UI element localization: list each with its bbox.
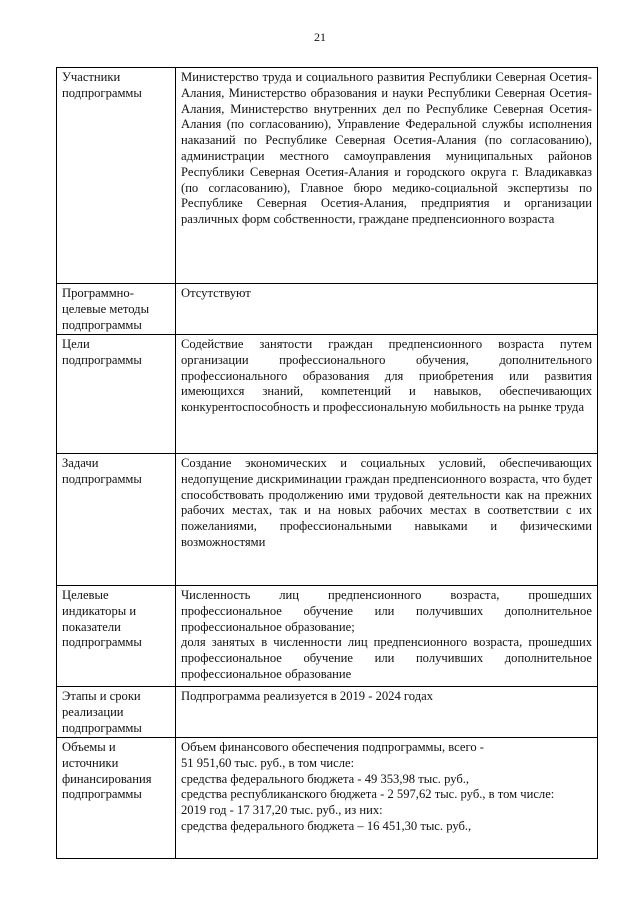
table-row-goals: [57, 335, 598, 454]
row-label: Цели подпрограммы: [57, 335, 176, 454]
row-label: Целевые индикаторы и показатели подпрограммы: [57, 586, 176, 687]
row-content: Объем финансового обеспечения подпрограммы, всего - 51 951,60 тыс. руб., в том числе: средства федерального бюджета - 49 353,98 тыс. руб., средства республиканского бюджета - 2 597,62 тыс. руб., в том числе: 2019 год - 17 317,20 тыс. руб., из них: средства федерального бюджета – 16 451,30 тыс. руб.,: [176, 738, 598, 859]
row-label: Задачи подпрограммы: [57, 454, 176, 586]
row-content: Подпрограмма реализуется в 2019 - 2024 годах: [176, 687, 598, 738]
row-label: Этапы и сроки реализации подпрограммы: [57, 687, 176, 738]
row-content: Создание экономических и социальных условий, обеспечивающих недопущение дискриминации граждан предпенсионного возраста, что будет способствовать продолжению ими трудовой деятельности как на прежних рабочих местах, так и на новых рабочих местах в соответствии с их пожеланиями, профессиональными навыками и физическими возможностями: [176, 454, 598, 586]
row-label: Объемы и источники финансирования подпрограммы: [57, 738, 176, 859]
subprogram-passport-table: [56, 67, 598, 859]
row-content: Министерство труда и социального развития Республики Северная Осетия-Алания, Министерство образования и науки Республики Северная Осетия-Алания, Министерство внутренних дел по Республике Северная Осетия-Алания (по согласованию), Управление Федеральной службы исполнения наказаний по Республике Северная Осетия-Алания (по согласованию), администрации местного самоуправления муниципальных районов Республики Северная Осетия-Алания и городского округа г. Владикавказ (по согласованию), Главное бюро медико-социальной экспертизы по Республике Северная Осетия-Алания, предприятия и организации различных форм собственности, граждане предпенсионного возраста: [176, 68, 598, 284]
table-row-participants: [57, 68, 598, 284]
table-row-indicators: [57, 586, 598, 687]
row-label: Программно- целевые методы подпрограммы: [57, 284, 176, 335]
page-number: 21: [314, 30, 326, 44]
row-content: Содействие занятости граждан предпенсионного возраста путем организации профессионального обучения, дополнительного профессионального образования для приобретения или развития имеющихся знаний, компетенций и навыков, обеспечивающих конкурентоспособность и профессиональную мобильность на рынке труда: [176, 335, 598, 454]
row-content: Отсутствуют: [176, 284, 598, 335]
row-content: Численность лиц предпенсионного возраста, прошедших профессиональное обучение или получивших дополнительное профессиональное образование; доля занятых в численности лиц предпенсионного возраста, прошедших профессиональное обучение или получивших дополнительное профессиональное образование: [176, 586, 598, 687]
table-row-stages: [57, 687, 598, 738]
table-row-methods: [57, 284, 598, 335]
row-label: Участники подпрограммы: [57, 68, 176, 284]
table-row-financing: [57, 738, 598, 859]
table-row-tasks: [57, 454, 598, 586]
